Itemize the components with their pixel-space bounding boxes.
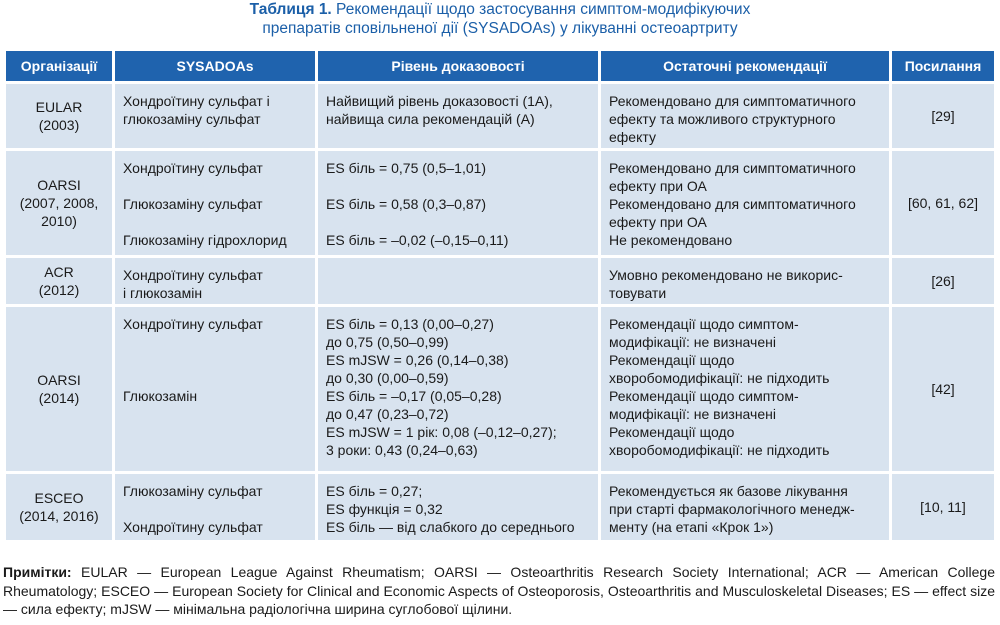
evidence-line: 3 роки: 0,43 (0,24–0,63) — [326, 442, 478, 458]
evidence-cell — [318, 151, 598, 255]
recommendation-line: Рекомендовано для симптоматичного — [609, 160, 856, 176]
group-spacer — [123, 213, 307, 231]
recommendation-line: модифікації: не визначені — [609, 406, 776, 422]
evidence-line: до 0,75 (0,50–0,99) — [326, 334, 449, 350]
organization-line: (2007, 2008, — [19, 195, 99, 211]
evidence-cell — [318, 84, 598, 148]
organization-cell — [6, 84, 112, 148]
evidence-line: найвища сила рекомендацій (А) — [326, 111, 535, 127]
evidence-line: ES біль = 0,27; — [326, 483, 423, 499]
organization-cell — [6, 474, 112, 540]
sysadoa-line: Хондроїтину сульфат і — [123, 93, 270, 109]
recommendation-line: товувати — [609, 285, 667, 301]
recommendation-line: модифікації: не визначені — [609, 334, 776, 350]
reference-cell: [26] — [892, 258, 994, 304]
notes-text: EULAR — European League Against Rheumatism; OARSI — Osteoarthritis Research Society International; ACR — American College Rheumatology; ESCEO — European Society for Clinical and Economic Aspects of Osteoporosis, Osteoarthritis and Musculoskeletal Diseases; ES — effect size — сила ефекту; mJSW — мінімальна радіологічна ширина суглобової щілини. — [3, 564, 995, 617]
group-spacer — [326, 177, 590, 195]
recommendation-line: Рекомендовано для симптоматичного — [609, 196, 856, 212]
recommendation-cell — [601, 307, 889, 471]
evidence-line: ES біль = –0,17 (0,05–0,28) — [326, 388, 502, 404]
organization-line: OARSI — [37, 177, 81, 193]
table-row — [6, 258, 994, 304]
organization-cell — [6, 151, 112, 255]
table-row — [6, 474, 994, 540]
sysadoa-cell — [115, 307, 315, 471]
recommendation-line: менту (на етапі «Крок 1») — [609, 519, 774, 535]
evidence-line: ES біль = 0,75 (0,5–1,01) — [326, 160, 487, 176]
recommendation-cell — [601, 474, 889, 540]
group-spacer — [326, 213, 590, 231]
reference-cell: [29] — [892, 84, 994, 148]
group-spacer — [123, 333, 307, 351]
evidence-line: ES функція = 0,32 — [326, 501, 443, 517]
sysadoa-line: і глюкозамін — [123, 285, 203, 301]
organization-line: OARSI — [37, 372, 81, 388]
organization-line: (2012) — [38, 282, 80, 298]
recommendation-line: при старті фармакологічного менедж- — [609, 501, 855, 517]
sysadoa-line: Глюкозаміну гідрохлорид — [123, 232, 287, 248]
header-evidence-level: Рівень доказовості — [318, 51, 598, 81]
evidence-cell — [318, 307, 598, 471]
group-spacer — [123, 500, 307, 518]
table-title — [0, 0, 1000, 38]
sysadoa-line: глюкозаміну сульфат — [123, 111, 261, 127]
sysadoa-line: Хондроїтину сульфат — [123, 267, 263, 283]
notes-label: Примітки: — [3, 564, 72, 580]
sysadoa-line: Глюкозаміну сульфат — [123, 483, 263, 499]
recommendation-cell — [601, 258, 889, 304]
recommendation-line: Рекомендується як базове лікування — [609, 483, 848, 499]
header-final-recommendations: Остаточні рекомендації — [601, 51, 889, 81]
header-row — [6, 51, 994, 81]
evidence-line: до 0,47 (0,23–0,72) — [326, 406, 449, 422]
recommendation-line: ефекту — [609, 129, 656, 145]
organization-line: (2003) — [38, 117, 80, 133]
table-row — [6, 84, 994, 148]
recommendations-table — [3, 48, 997, 543]
organization-line: 2010) — [41, 213, 77, 229]
title-line-2: препаратів сповільненої дії (SYSADOAs) у лікуванні остеоартриту — [262, 20, 738, 37]
recommendation-cell — [601, 84, 889, 148]
evidence-cell — [318, 474, 598, 540]
recommendation-line: Рекомендації щодо симптом- — [609, 316, 799, 332]
sysadoa-cell — [115, 474, 315, 540]
evidence-line: до 0,30 (0,00–0,59) — [326, 370, 449, 386]
title-line-1 — [0, 0, 1000, 19]
evidence-line: ES біль = –0,02 (–0,15–0,11) — [326, 232, 509, 248]
recommendation-line: хворобомодифікації: не підходить — [609, 442, 830, 458]
title-text-1: Рекомендації щодо застосування симптом-модифікуючих — [331, 1, 751, 18]
evidence-line: ES біль — від слабкого до середнього — [326, 519, 575, 535]
organization-cell — [6, 307, 112, 471]
recommendation-line: ефекту при ОА — [609, 214, 707, 230]
evidence-line: ES mJSW = 1 рік: 0,08 (–0,12–0,27); — [326, 424, 557, 440]
group-spacer — [123, 177, 307, 195]
reference-cell: [10, 11] — [892, 474, 994, 540]
header-sysadoas: SYSADOAs — [115, 51, 315, 81]
recommendation-line: Рекомендації щодо — [609, 424, 735, 440]
group-spacer — [123, 369, 307, 387]
sysadoa-cell — [115, 84, 315, 148]
organization-line: (2014) — [38, 390, 80, 406]
sysadoa-line: Хондроїтину сульфат — [123, 519, 263, 535]
recommendation-line: ефекту та можливого структурного — [609, 111, 836, 127]
reference-cell: [60, 61, 62] — [892, 151, 994, 255]
sysadoa-line: Хондроїтину сульфат — [123, 160, 263, 176]
organization-line: ACR — [44, 264, 74, 280]
recommendation-line: хворобомодифікації: не підходить — [609, 370, 830, 386]
recommendation-line: Умовно рекомендовано не викорис- — [609, 267, 843, 283]
evidence-line: ES біль = 0,58 (0,3–0,87) — [326, 196, 487, 212]
evidence-line: Найвищий рівень доказовості (1А), — [326, 93, 553, 109]
reference-cell: [42] — [892, 307, 994, 471]
sysadoa-cell — [115, 258, 315, 304]
table-notes — [3, 563, 995, 619]
sysadoa-line: Хондроїтину сульфат — [123, 316, 263, 332]
header-organizations: Організації — [6, 51, 112, 81]
recommendation-line: Не рекомендовано — [609, 232, 733, 248]
recommendation-line: Рекомендовано для симптоматичного — [609, 93, 856, 109]
organization-line: ESCEO — [34, 490, 84, 506]
sysadoa-line: Глюкозамін — [123, 388, 198, 404]
evidence-line: ES біль = 0,13 (0,00–0,27) — [326, 316, 494, 332]
sysadoa-line: Глюкозаміну сульфат — [123, 196, 263, 212]
recommendation-line: ефекту при ОА — [609, 178, 707, 194]
header-references: Посилання — [892, 51, 994, 81]
table-row — [6, 151, 994, 255]
evidence-cell — [318, 258, 598, 304]
recommendation-cell — [601, 151, 889, 255]
recommendation-line: Рекомендації щодо — [609, 352, 735, 368]
organization-cell — [6, 258, 112, 304]
sysadoa-cell — [115, 151, 315, 255]
organization-line: (2014, 2016) — [19, 508, 99, 524]
evidence-line: ES mJSW = 0,26 (0,14–0,38) — [326, 352, 509, 368]
recommendation-line: Рекомендації щодо симптом- — [609, 388, 799, 404]
title-lead: Таблиця 1. — [249, 1, 332, 18]
table-row — [6, 307, 994, 471]
group-spacer — [123, 351, 307, 369]
organization-line: EULAR — [35, 99, 83, 115]
